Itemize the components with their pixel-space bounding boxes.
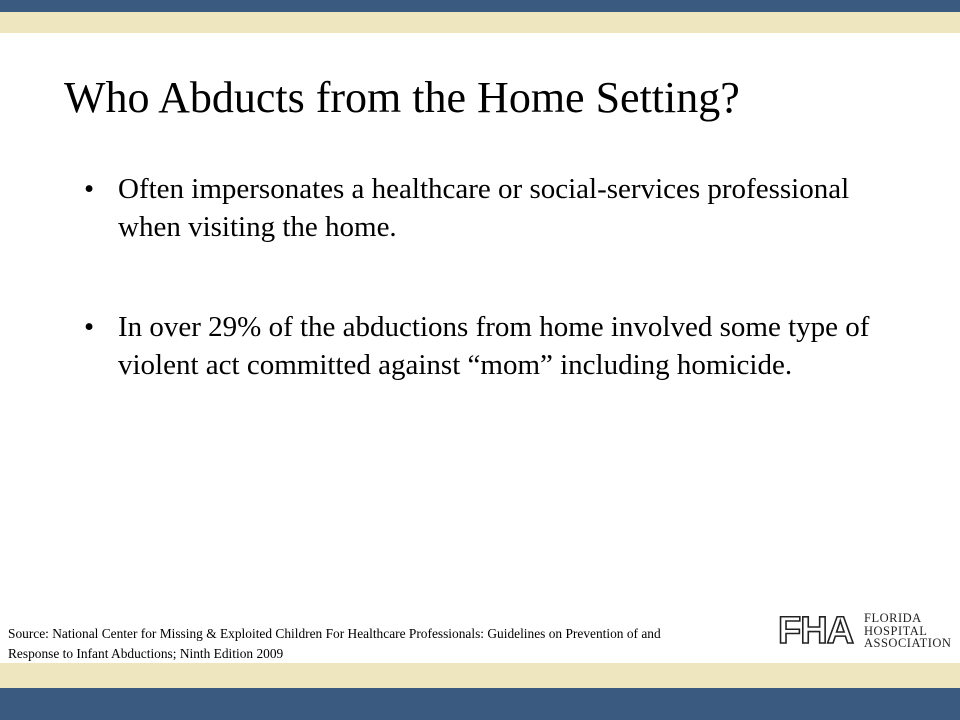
bullet-item — [84, 308, 884, 384]
bottom-blue-band — [0, 688, 960, 720]
fha-logo-text — [864, 612, 951, 650]
source-citation: Source: National Center for Missing & Exploited Children For Healthcare Professionals: Guidelines on Prevention of and Response to Infant Abductions; Ninth Edition 2009 — [8, 626, 661, 661]
fha-logo-mark: FHA — [778, 610, 854, 652]
top-tan-band — [0, 12, 960, 33]
bullet-item — [84, 170, 884, 246]
top-blue-band — [0, 0, 960, 12]
fha-logo — [778, 610, 952, 652]
logo-line-hospital: HOSPITAL — [864, 623, 928, 638]
logo-line-florida: FLORIDA — [864, 611, 922, 625]
bullet-icon: • — [84, 173, 95, 205]
bullet-text: Often impersonates a healthcare or social-services professional when visiting the home. — [118, 173, 850, 243]
logo-line-association: ASSOCIATION — [864, 636, 952, 650]
bullet-text: In over 29% of the abductions from home involved some type of violent act committed against “mom” including homicide. — [118, 311, 870, 381]
bottom-tan-band — [0, 663, 960, 688]
bullet-icon: • — [84, 311, 95, 343]
slide-title: Who Abducts from the Home Setting? — [64, 73, 740, 122]
bullet-list — [84, 170, 884, 384]
